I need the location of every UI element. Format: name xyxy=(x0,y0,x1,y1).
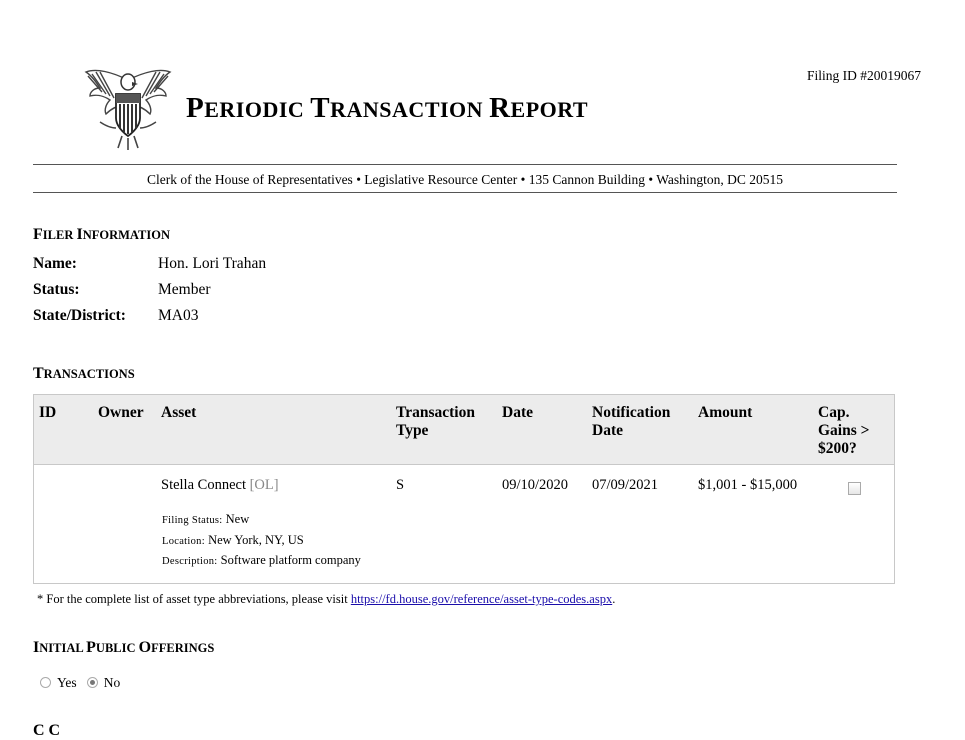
notification-date: 07/09/2021 xyxy=(592,477,659,493)
filer-name-row xyxy=(33,255,266,273)
col-amount: Amount xyxy=(698,404,753,421)
filing-id: Filing ID #20019067 xyxy=(806,68,921,83)
col-notification-date: Notification Date xyxy=(592,404,671,439)
transactions-table-header xyxy=(34,395,894,465)
header-bottom-rule xyxy=(33,192,897,193)
header-top-rule xyxy=(33,164,897,165)
description-line: Description: Software platform company xyxy=(162,553,361,567)
ipo-yes-radio[interactable] xyxy=(40,677,51,688)
house-seal-eagle-logo xyxy=(82,62,174,152)
ipo-radio-group xyxy=(40,675,120,691)
ipo-heading: INITIAL PUBLIC OFFERINGS xyxy=(33,639,215,656)
col-transaction-type: Transaction Type xyxy=(396,404,475,439)
ipo-no-radio[interactable] xyxy=(87,677,98,688)
asset-type-code: [OL] xyxy=(249,477,279,493)
page-title: PERIODIC TRANSACTION REPORT xyxy=(186,92,589,124)
location-line: Location: New York, NY, US xyxy=(162,533,304,547)
transaction-date: 09/10/2020 xyxy=(502,477,569,493)
filer-status-label: Status: xyxy=(33,281,80,298)
filer-information-heading: FILER INFORMATION xyxy=(33,226,170,243)
col-owner: Owner xyxy=(98,404,144,421)
transaction-type: S xyxy=(396,477,405,493)
ipo-no-label: No xyxy=(103,675,121,690)
filer-status-value: Member xyxy=(158,281,211,298)
col-asset: Asset xyxy=(161,404,197,421)
transactions-table xyxy=(33,394,895,584)
ipo-yes-label: Yes xyxy=(57,675,77,690)
col-cap-gains: Cap. Gains > $200? xyxy=(818,404,870,457)
col-id: ID xyxy=(39,404,57,421)
filer-district-row xyxy=(33,307,198,325)
cap-gains-checkbox[interactable] xyxy=(848,482,861,495)
asset-codes-link[interactable]: https://fd.house.gov/reference/asset-type-codes.aspx xyxy=(350,592,613,606)
next-section-heading-cut: C C xyxy=(33,722,61,739)
col-date: Date xyxy=(502,404,533,421)
filer-name-label: Name: xyxy=(33,255,77,272)
filer-district-value: MA03 xyxy=(158,307,199,324)
asset-name: Stella Connect [OL] xyxy=(161,477,279,493)
transactions-heading: TRANSACTIONS xyxy=(33,365,135,382)
filer-district-label: State/District: xyxy=(33,307,126,324)
filing-status-line: Filing Status: New xyxy=(162,512,250,526)
clerk-address: Clerk of the House of Representatives • Legislative Resource Center • 135 Cannon Building • Washington, DC 20515 xyxy=(147,172,783,187)
amount-range: $1,001 - $15,000 xyxy=(698,477,798,493)
filer-name-value: Hon. Lori Trahan xyxy=(158,255,267,272)
filer-status-row xyxy=(33,281,211,299)
asset-codes-footnote: * For the complete list of asset type abbreviations, please visit https://fd.house.gov/reference/asset-type-codes.aspx. xyxy=(37,592,616,606)
